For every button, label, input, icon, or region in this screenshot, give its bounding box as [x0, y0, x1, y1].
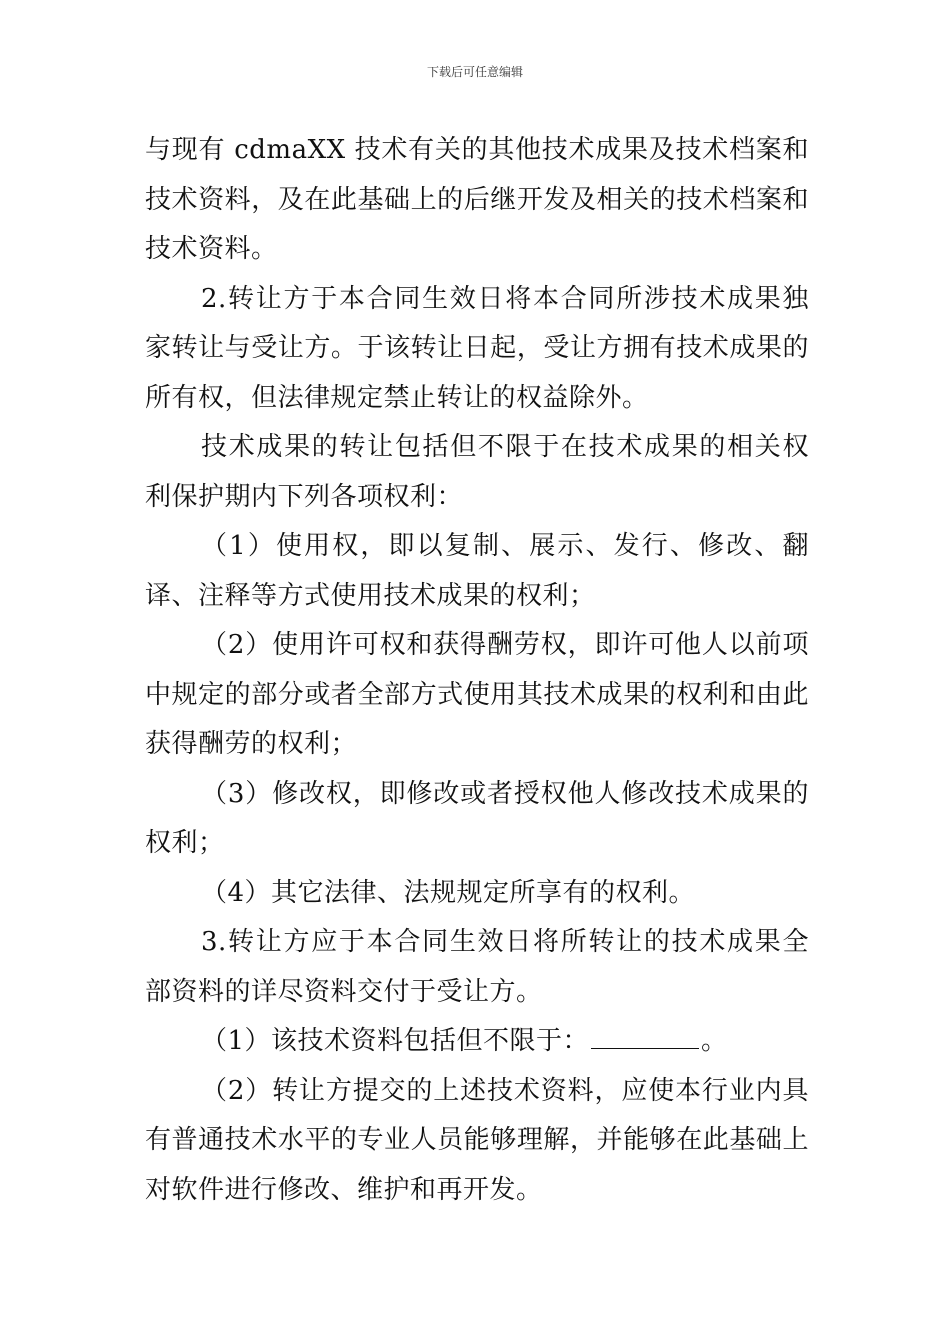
paragraph-transfer-scope: 技术成果的转让包括但不限于在技术成果的相关权利保护期内下列各项权利：: [145, 432, 809, 512]
paragraph-clause-3: 3.转让方应于本合同生效日将所转让的技术成果全部资料的详尽资料交付于受让方。: [145, 927, 809, 1007]
paragraph-materials-2: （2）转让方提交的上述技术资料，应使本行业内具有普通技术水平的专业人员能够理解，并能够在此基础上对软件进行修改、维护和再开发。: [145, 1075, 809, 1205]
materials-1-text: （1）该技术资料包括但不限于：: [201, 1026, 590, 1056]
fill-in-blank: [591, 1026, 699, 1049]
paragraph-right-1: （1）使用权，即以复制、展示、发行、修改、翻译、注释等方式使用技术成果的权利；: [145, 531, 809, 611]
paragraph-right-4: （4）其它法律、法规规定所享有的权利。: [201, 877, 696, 908]
materials-1-end: 。: [701, 1026, 728, 1056]
document-body: [145, 126, 809, 1215]
paragraph-clause-2: 2.转让方于本合同生效日将本合同所涉技术成果独家转让与受让方。于该转让日起，受让方拥有技术成果的所有权，但法律规定禁止转让的权益除外。: [145, 283, 809, 413]
page-header: 下载后可任意编辑: [426, 65, 523, 79]
paragraph-materials-1: [145, 1017, 809, 1067]
paragraph-right-2: （2）使用许可权和获得酬劳权，即许可他人以前项中规定的部分或者全部方式使用其技术成果的权利和由此获得酬劳的权利；: [145, 630, 809, 759]
paragraph-right-3: （3）修改权，即修改或者授权他人修改技术成果的权利；: [145, 778, 809, 858]
paragraph-continuation: 与现有 cdmaXX 技术有关的其他技术成果及技术档案和技术资料，及在此基础上的后继开发及相关的技术档案和技术资料。: [145, 135, 809, 264]
